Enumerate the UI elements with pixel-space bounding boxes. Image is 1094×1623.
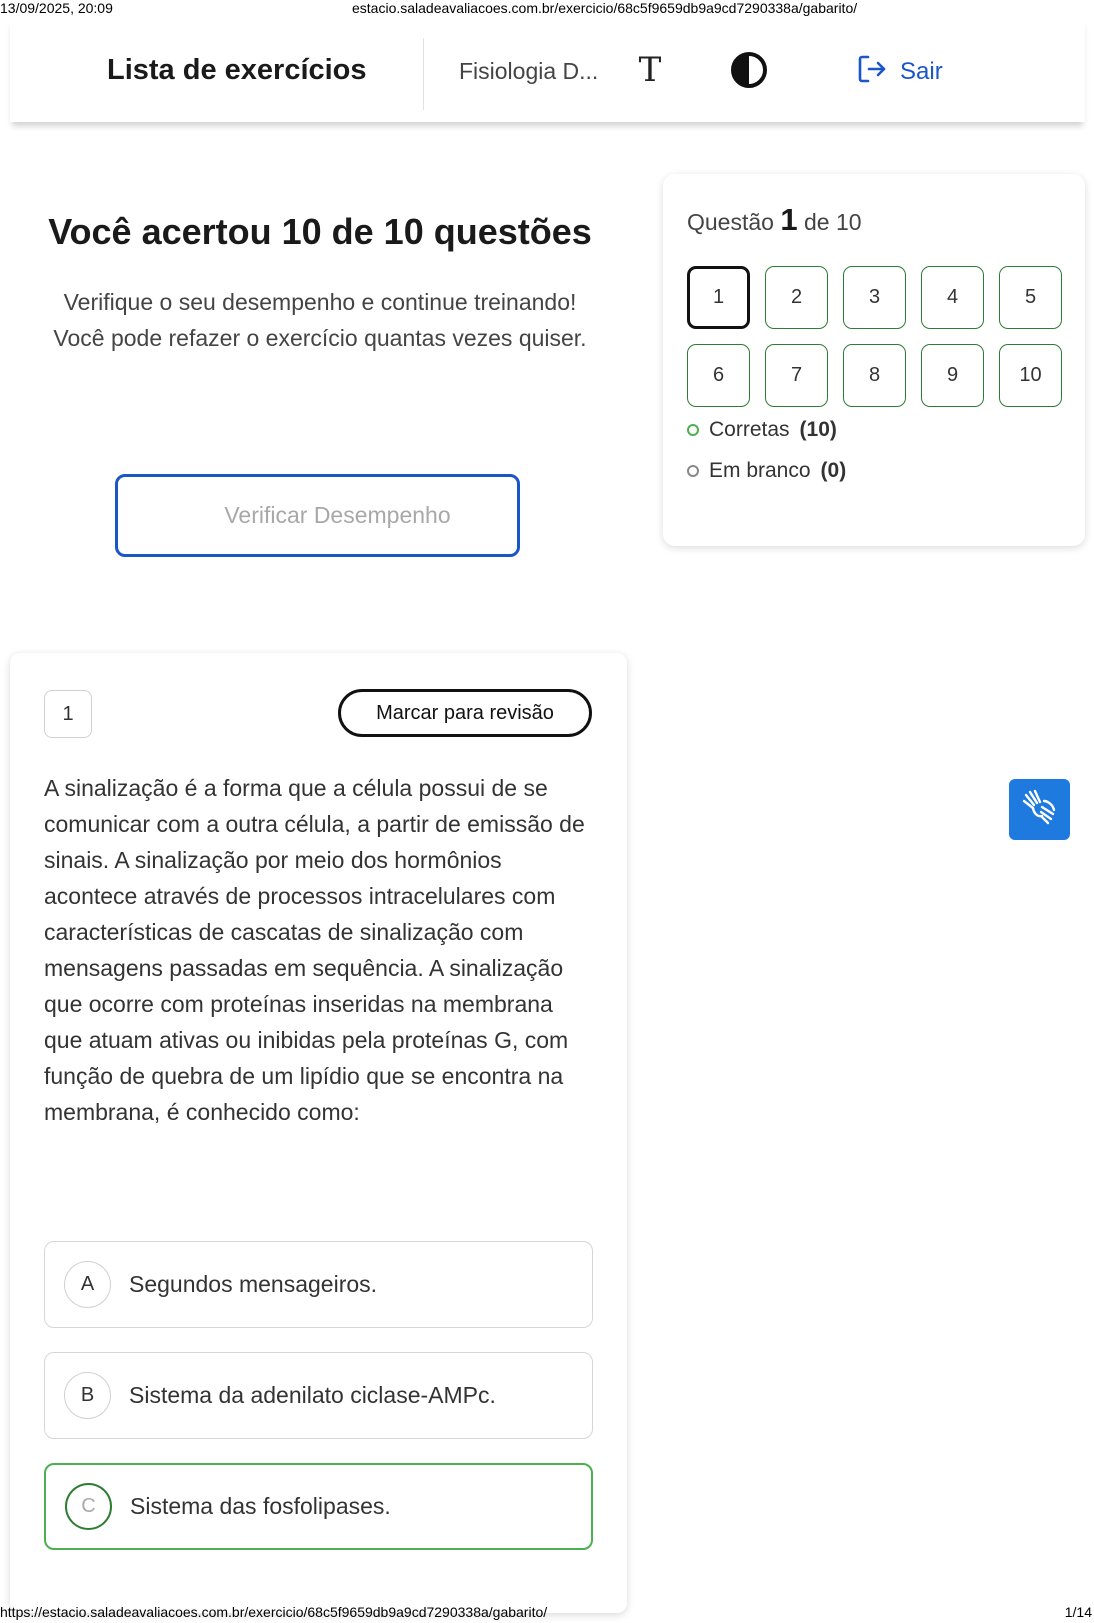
print-date: 13/09/2025, 20:09 xyxy=(0,0,113,16)
question-nav-button[interactable]: 3 xyxy=(843,266,906,329)
sign-language-button[interactable] xyxy=(1009,779,1070,840)
print-url: estacio.saladeavaliacoes.com.br/exercicio/68c5f9659db9a9cd7290338a/gabarito/ xyxy=(352,0,858,16)
result-title: Você acertou 10 de 10 questões xyxy=(48,211,592,252)
legend-correct-count: (10) xyxy=(799,418,837,441)
answer-option-a[interactable] xyxy=(44,1241,593,1328)
print-header xyxy=(0,0,1094,18)
font-size-icon[interactable]: T xyxy=(638,50,662,90)
question-counter xyxy=(687,202,862,238)
sign-language-hands-icon xyxy=(1020,787,1060,832)
question-nav-button[interactable]: 8 xyxy=(843,344,906,407)
option-text: Sistema da adenilato ciclase-AMPc. xyxy=(129,1382,496,1408)
answer-option-c-correct[interactable] xyxy=(44,1463,593,1550)
legend-blank-label: Em branco xyxy=(709,459,811,482)
legend-correct-label: Corretas xyxy=(709,418,790,441)
question-number-badge: 1 xyxy=(44,690,92,738)
option-letter: A xyxy=(64,1261,111,1308)
question-nav-button[interactable]: 2 xyxy=(765,266,828,329)
legend-blank-count: (0) xyxy=(820,459,847,482)
top-bar xyxy=(10,18,1085,122)
print-footer xyxy=(0,1604,1094,1623)
question-nav-button[interactable]: 6 xyxy=(687,344,750,407)
question-counter-suffix: de 10 xyxy=(803,209,862,235)
mark-for-review-button[interactable]: Marcar para revisão xyxy=(338,689,592,737)
question-navigator xyxy=(663,174,1085,546)
question-nav-button[interactable]: 5 xyxy=(999,266,1062,329)
page-title: Lista de exercícios xyxy=(107,54,367,86)
option-text: Segundos mensageiros. xyxy=(129,1271,378,1297)
question-nav-button[interactable]: 10 xyxy=(999,344,1062,407)
question-nav-button[interactable]: 4 xyxy=(921,266,984,329)
verify-performance-button[interactable]: Verificar Desempenho xyxy=(115,474,520,557)
question-nav-button[interactable]: 7 xyxy=(765,344,828,407)
subject-name: Fisiologia D... xyxy=(459,58,599,84)
print-page-number: 1/14 xyxy=(1064,1604,1092,1620)
logout-icon xyxy=(856,53,888,92)
correct-dot-icon xyxy=(687,424,699,436)
answer-option-b[interactable] xyxy=(44,1352,593,1439)
contrast-icon[interactable] xyxy=(730,51,768,89)
blank-dot-icon xyxy=(687,465,699,477)
legend-blank xyxy=(687,459,846,483)
result-message: Verifique o seu desempenho e continue treinando! Você pode refazer o exercício quantas vezes quiser. xyxy=(53,289,587,351)
result-summary xyxy=(40,210,600,356)
question-nav-button[interactable]: 9 xyxy=(921,344,984,407)
question-number-grid xyxy=(687,266,1062,407)
question-card xyxy=(10,653,627,1613)
logout-button[interactable] xyxy=(856,54,943,90)
question-nav-button[interactable]: 1 xyxy=(687,266,750,329)
question-counter-current: 1 xyxy=(780,202,798,237)
legend-correct xyxy=(687,418,837,442)
logout-label: Sair xyxy=(900,58,943,85)
option-letter: C xyxy=(65,1483,112,1530)
option-letter: B xyxy=(64,1372,111,1419)
option-text: Sistema das fosfolipases. xyxy=(130,1493,391,1519)
print-url-footer: https://estacio.saladeavaliacoes.com.br/exercicio/68c5f9659db9a9cd7290338a/gabarito/ xyxy=(0,1604,548,1620)
header-divider xyxy=(423,38,424,110)
question-text: A sinalização é a forma que a célula possui de se comunicar com a outra célula, a partir de emissão de sinais. A sinalização por meio dos hormônios acontece através de processos intracelulares com características de cascatas de sinalização com mensagens passadas em sequência. A sinalização que ocorre com proteínas inseridas na membrana que atuam ativas ou inibidas pela proteínas G, com função de quebra de um lipídio que se encontra na membrana, é conhecido como: xyxy=(44,775,585,1125)
question-counter-prefix: Questão xyxy=(687,209,774,235)
